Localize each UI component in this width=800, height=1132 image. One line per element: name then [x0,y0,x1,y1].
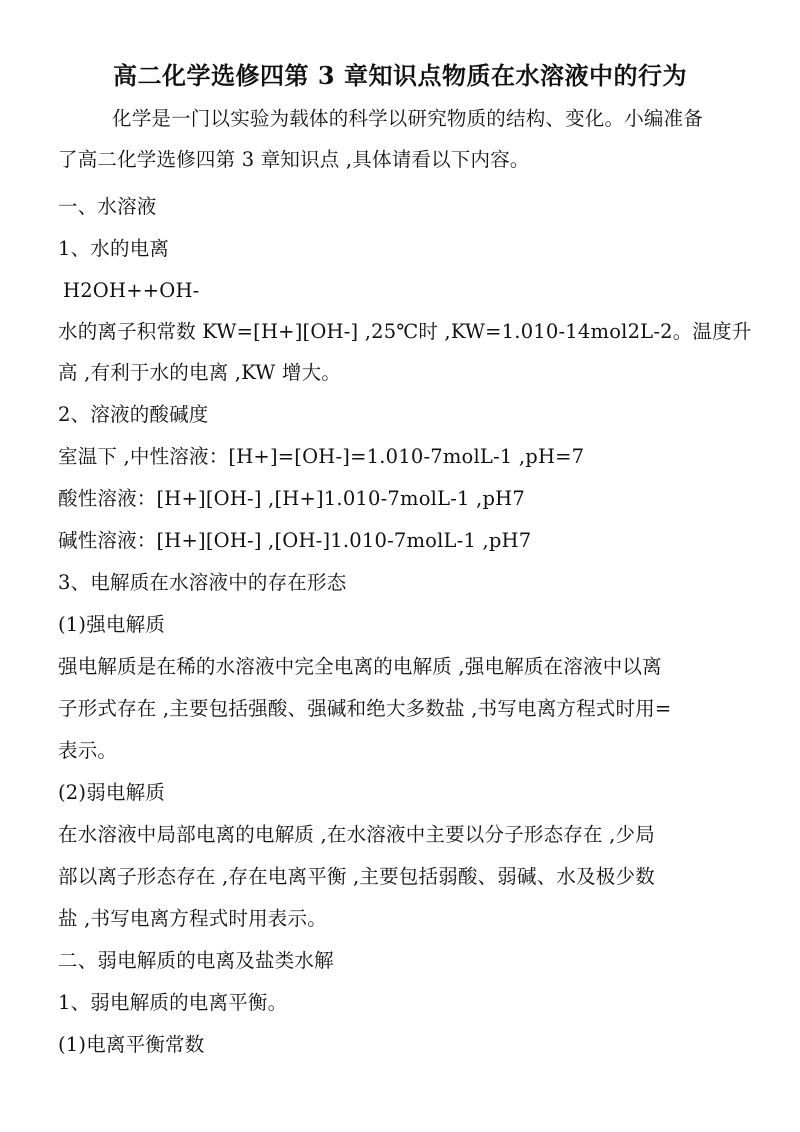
subsection-heading: 3、电解质在水溶液中的存在形态 [58,571,347,594]
paragraph-line: 了高二化学选修四第 3 章知识点 ,具体请看以下内容。 [58,148,530,171]
sub-subsection-heading: (1)电离平衡常数 [58,1033,205,1056]
paragraph-line: 高 ,有利于水的电离 ,KW 增大。 [58,361,342,384]
paragraph-line: 化学是一门以实验为载体的科学以研究物质的结构、变化。小编准备 [112,107,704,130]
paragraph-line: 表示。 [58,739,118,762]
paragraph-line: 子形式存在 ,主要包括强酸、强碱和绝大多数盐 ,书写电离方程式时用= [58,697,672,720]
paragraph-line: 室温下 ,中性溶液：[H+]=[OH-]=1.010-7molL-1 ,pH=7 [58,445,585,468]
equation-line: H2OH++OH- [63,279,200,302]
section-heading: 二、弱电解质的电离及盐类水解 [58,949,334,972]
paragraph-line: 在水溶液中局部电离的电解质 ,在水溶液中主要以分子形态存在 ,少局 [58,823,655,846]
subsection-heading: 1、水的电离 [58,237,170,260]
paragraph-line: 盐 ,书写电离方程式时用表示。 [58,907,327,930]
paragraph-line: 碱性溶液：[H+][OH-] ,[OH-]1.010-7molL-1 ,pH7 [58,529,532,552]
sub-subsection-heading: (1)强电解质 [58,613,166,636]
subsection-heading: 1、弱电解质的电离平衡。 [58,991,288,1014]
paragraph-line: 强电解质是在稀的水溶液中完全电离的电解质 ,强电解质在溶液中以离 [58,655,662,678]
sub-subsection-heading: (2)弱电解质 [58,781,166,804]
section-heading: 一、水溶液 [58,195,157,218]
document-title: 高二化学选修四第 3 章知识点物质在水溶液中的行为 [113,61,687,90]
paragraph-line: 酸性溶液：[H+][OH-] ,[H+]1.010-7molL-1 ,pH7 [58,487,525,510]
paragraph-line: 部以离子形态存在 ,存在电离平衡 ,主要包括弱酸、弱碱、水及极少数 [58,865,655,888]
paragraph-line: 水的离子积常数 KW=[H+][OH-] ,25℃时 ,KW=1.010-14mol2L-2。温度升 [58,320,752,343]
subsection-heading: 2、溶液的酸碱度 [58,403,209,426]
